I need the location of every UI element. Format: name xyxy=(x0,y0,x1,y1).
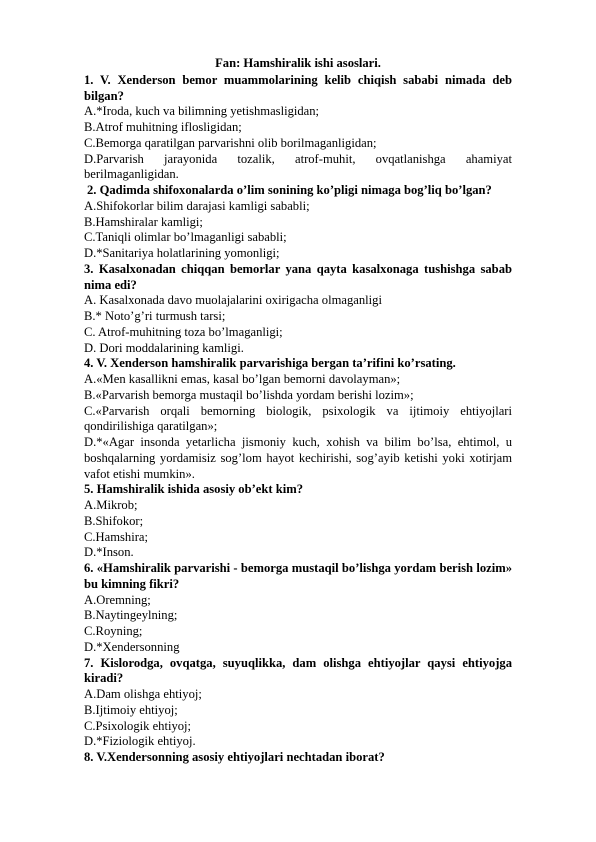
question-4-option-b: B.«Parvarish bemorga mustaqil bo’lishda yordam berishi lozim»; xyxy=(84,387,414,402)
question-2-option-a: A.Shifokorlar bilim darajasi kamligi sababli; xyxy=(84,198,310,213)
question-4-option-a: A.«Men kasallikni emas, kasal bo’lgan bemorni davolayman»; xyxy=(84,372,401,386)
question-6-option-c: C.Royning; xyxy=(84,624,143,638)
question-2-option-b: B.Hamshiralar kamligi; xyxy=(84,214,203,229)
question-2-option-c: C.Taniqli olimlar bo’lmaganligi sababli; xyxy=(84,230,287,245)
question-5-option-a: A.Mikrob; xyxy=(84,498,138,512)
question-2-option-d: D.*Sanitariya holatlarining yomonligi; xyxy=(84,246,280,260)
question-5-option-b: B.Shifokor; xyxy=(84,513,144,528)
question-1-option-b: B.Atrof muhitning iflosligidan; xyxy=(84,120,242,134)
question-3-option-d: D. Dori moddalarining kamligi. xyxy=(84,340,244,355)
document-title: Fan: Hamshiralik ishi asoslari. xyxy=(215,56,381,70)
question-1-option-c: C.Bemorga qaratilgan parvarishni olib borilmaganligidan; xyxy=(84,135,377,150)
question-7: 7. Kislorodga, ovqatga, suyuqlikka, dam olishga ehtiyojlar qaysi ehtiyojga kiradi? xyxy=(84,655,512,686)
question-6-option-a: A.Oremning; xyxy=(84,592,151,607)
question-3: 3. Kasalxonadan chiqqan bemorlar yana qayta kasalxonaga tushishga sabab nima edi? xyxy=(84,261,512,292)
question-6: 6. «Hamshiralik parvarishi - bemorga mustaqil bo’lishga yordam berish lozim» bu kimning fikri? xyxy=(84,561,512,591)
question-3-option-a: A. Kasalxonada davo muolajalarini oxirigacha olmaganligi xyxy=(84,293,382,308)
question-1-option-d: D.Parvarish jarayonida tozalik, atrof-muhit, ovqatlanishga ahamiyat berilmaganligidan. xyxy=(84,151,512,182)
question-2: 2. Qadimda shifoxonalarda o’lim sonining ko’pligi nimaga bog’liq bo’lgan? xyxy=(87,183,492,197)
question-4-option-c: C.«Parvarish orqali bemorning biologik, psixologik va ijtimoiy ehtiyojlari qondirilishiga qaratilgan»; xyxy=(84,403,512,434)
question-5-option-d: D.*Inson. xyxy=(84,545,134,560)
question-7-option-d: D.*Fiziologik ehtiyoj. xyxy=(84,734,196,749)
question-7-option-a: A.Dam olishga ehtiyoj; xyxy=(84,687,202,701)
question-4-option-d: D.*«Agar insonda yetarlicha jismoniy kuch, xohish va bilim bo’lsa, ehtimol, u boshqalarning yordamisiz sog’lom hayot kechirishi, sog’ayib ketishi yoki xotirjam vafot etishi mumkin». xyxy=(84,435,512,481)
question-7-option-c: C.Psixologik ehtiyoj; xyxy=(84,718,192,733)
question-1: 1. V. Xenderson bemor muammolarining kelib chiqish sababi nimada deb bilgan? xyxy=(84,72,512,103)
question-3-option-c: C. Atrof-muhitning toza bo’lmaganligi; xyxy=(84,324,283,339)
question-4: 4. V. Xenderson hamshiralik parvarishiga bergan ta’rifini ko’rsating. xyxy=(84,356,456,371)
document-page xyxy=(84,56,512,766)
question-3-option-b: B.* Noto’g’ri turmush tarsi; xyxy=(84,309,226,323)
question-1-option-a: A.*Iroda, kuch va bilimning yetishmasligidan; xyxy=(84,104,320,119)
question-5-option-c: C.Hamshira; xyxy=(84,529,149,544)
question-6-option-d: D.*Xendersonning xyxy=(84,639,180,654)
question-8: 8. V.Xendersonning asosiy ehtiyojlari nechtadan iborat? xyxy=(84,750,385,764)
question-5: 5. Hamshiralik ishida asosiy ob’ekt kim? xyxy=(84,482,304,497)
question-6-option-b: B.Naytingeylning; xyxy=(84,608,178,623)
question-7-option-b: B.Ijtimoiy ehtiyoj; xyxy=(84,702,178,717)
